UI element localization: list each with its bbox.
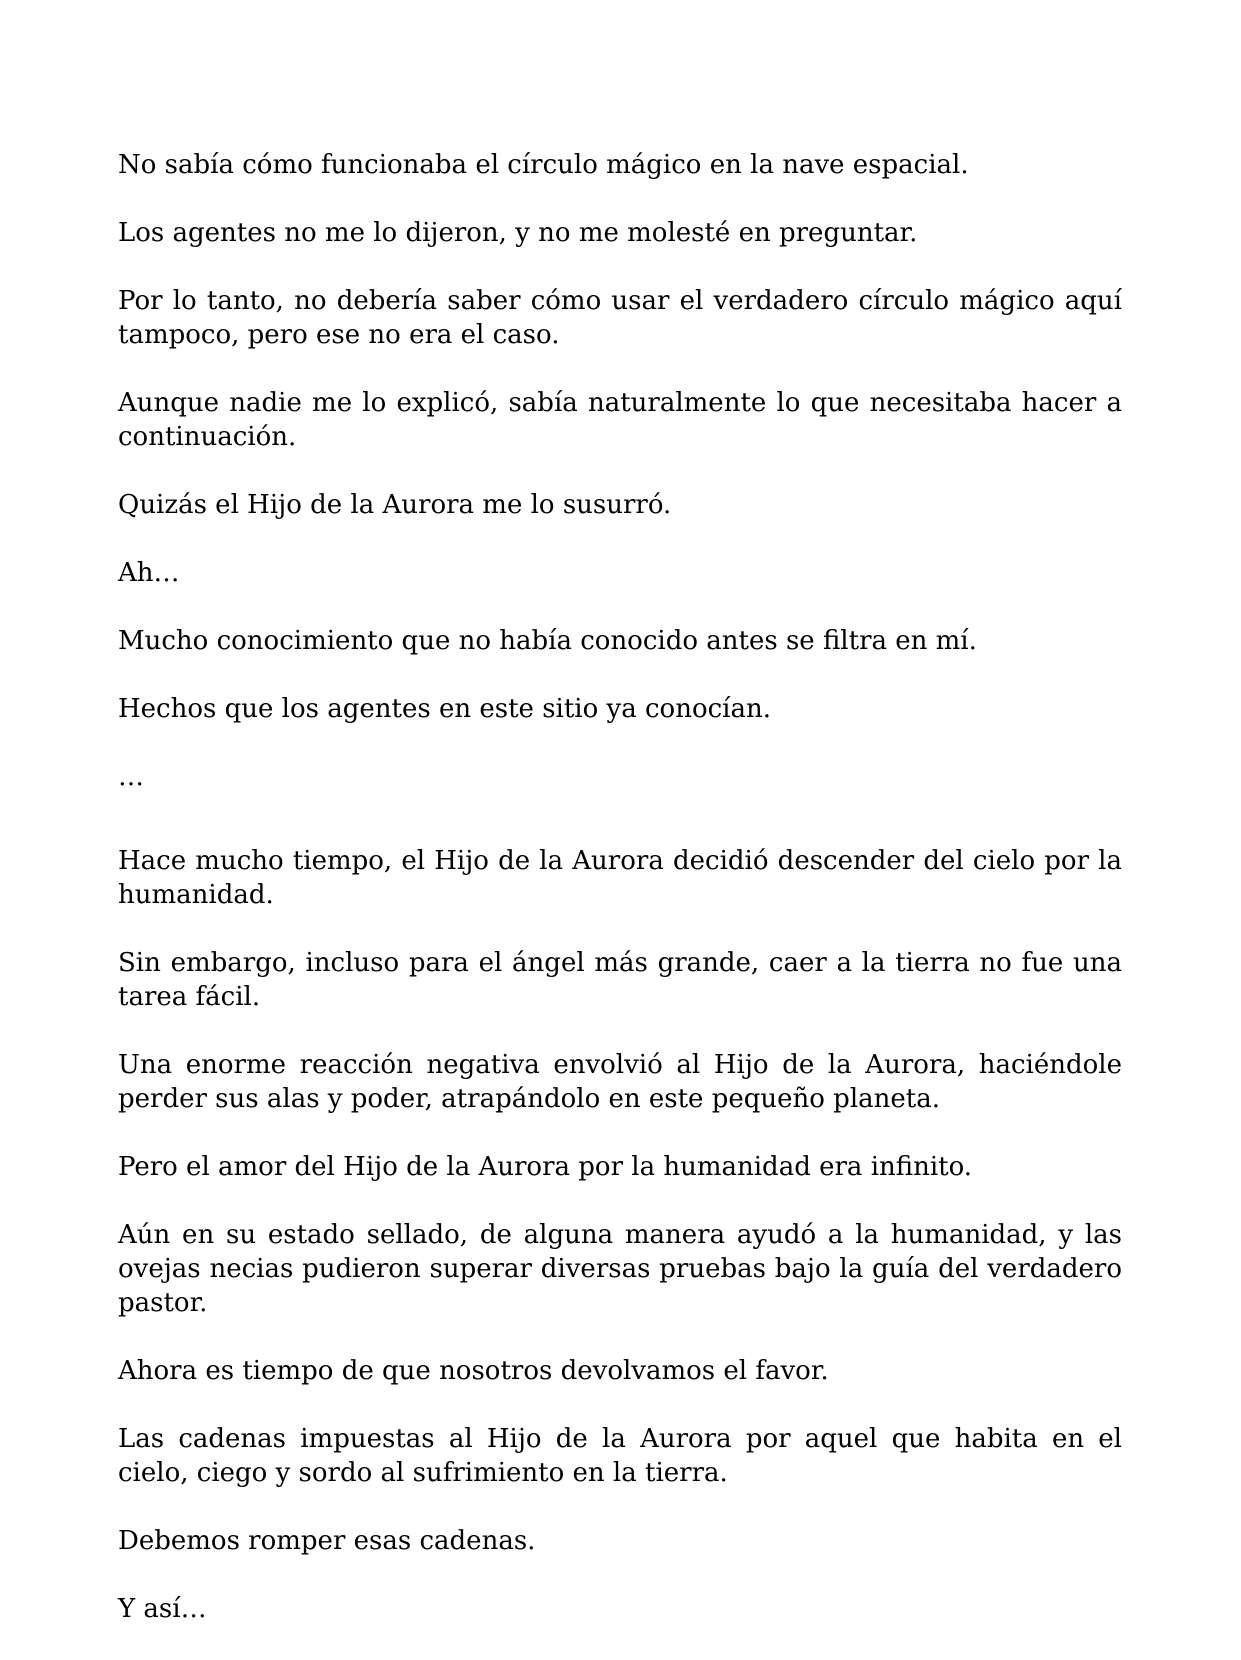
paragraph: Los agentes no me lo dijeron, y no me molesté en preguntar. [118, 218, 918, 248]
paragraph: Quizás el Hijo de la Aurora me lo susurró. [118, 490, 672, 520]
paragraph: Las cadenas impuestas al Hijo de la Aurora por aquel que habita en el cielo, ciego y sordo al sufrimiento en la tierra. [118, 1424, 1122, 1488]
paragraph: Ah… [118, 558, 180, 588]
paragraph: Mucho conocimiento que no había conocido antes se filtra en mí. [118, 626, 977, 656]
paragraph: Hechos que los agentes en este sitio ya conocían. [118, 694, 771, 724]
ellipsis-break: … [118, 762, 144, 792]
document-body [118, 148, 1122, 1660]
paragraph: Hace mucho tiempo, el Hijo de la Aurora decidió descender del cielo por la humanidad. [118, 846, 1122, 910]
paragraph: Debemos romper esas cadenas. [118, 1526, 536, 1556]
paragraph: Ahora es tiempo de que nosotros devolvamos el favor. [118, 1356, 829, 1386]
paragraph: Aunque nadie me lo explicó, sabía naturalmente lo que necesitaba hacer a continuación. [118, 388, 1122, 452]
paragraph: Por lo tanto, no debería saber cómo usar el verdadero círculo mágico aquí tampoco, pero ese no era el caso. [118, 286, 1122, 350]
paragraph: Sin embargo, incluso para el ángel más grande, caer a la tierra no fue una tarea fácil. [118, 948, 1122, 1012]
paragraph: No sabía cómo funcionaba el círculo mágico en la nave espacial. [118, 150, 969, 180]
paragraph: Aún en su estado sellado, de alguna manera ayudó a la humanidad, y las ovejas necias pudieron superar diversas pruebas bajo la guía del verdadero pastor. [118, 1220, 1122, 1318]
paragraph: Pero el amor del Hijo de la Aurora por la humanidad era infinito. [118, 1152, 973, 1182]
paragraph: Y así… [118, 1594, 207, 1624]
paragraph: Una enorme reacción negativa envolvió al Hijo de la Aurora, haciéndole perder sus alas y poder, atrapándolo en este pequeño planeta. [118, 1050, 1122, 1114]
